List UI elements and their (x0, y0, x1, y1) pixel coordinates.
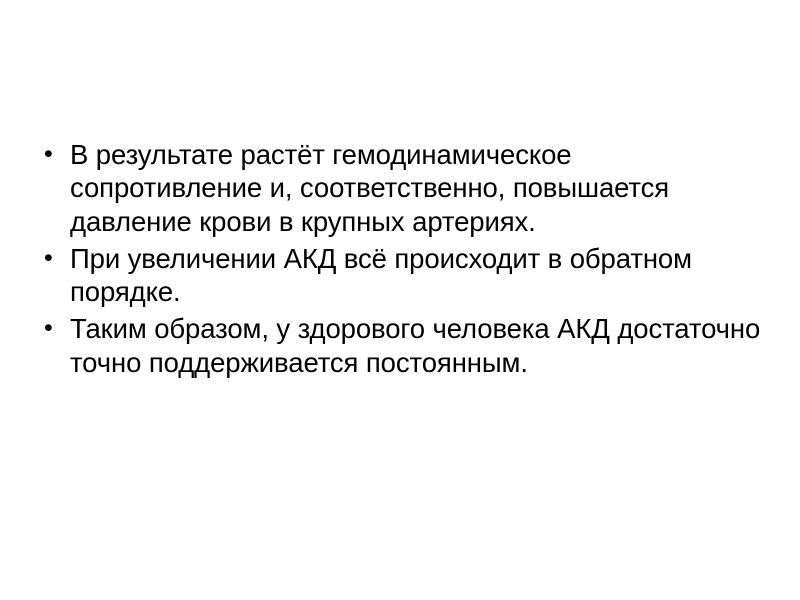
list-item (36, 312, 764, 379)
bullet-text: Таким образом, у здорового человека АКД достаточно точно поддерживается постоянным. (70, 313, 761, 378)
bullet-list (36, 138, 764, 379)
bullet-icon: • (44, 243, 53, 272)
bullet-icon: • (44, 140, 53, 168)
list-item (36, 138, 764, 238)
list-item (36, 242, 764, 309)
bullet-icon: • (44, 314, 53, 343)
slide-body-text (36, 138, 764, 383)
bullet-text: В результате растёт гемодинамическое сопротивление и, соответственно, повышается давление крови в крупных артериях. (70, 139, 670, 237)
bullet-text: При увеличении АКД всё происходит в обратном порядке. (70, 242, 692, 308)
